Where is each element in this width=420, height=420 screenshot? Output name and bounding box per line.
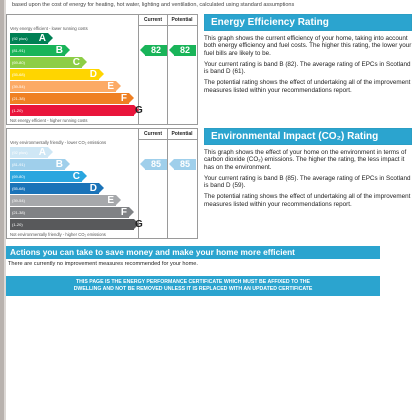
chart-caption-top: Very energy efficient - lower running costs: [10, 26, 88, 31]
band-notch: [116, 195, 121, 205]
band-letter: D: [89, 183, 97, 194]
rating-band-f: [10, 93, 129, 104]
band-notch: [48, 33, 53, 43]
band-range: (1-20): [12, 108, 23, 113]
environmental-impact-description: This graph shows the effect of your home on the environment in terms of carbon dioxide (CO₂) emissions. The higher the rating, the less impact it has on the environment.: [204, 149, 407, 171]
rating-band-d: [10, 183, 99, 194]
band-range: (55-68): [12, 72, 25, 77]
energy-efficiency-title: Energy Efficiency Rating: [204, 14, 412, 31]
band-letter: A: [38, 147, 46, 158]
band-range: (69-80): [12, 174, 25, 179]
arrow-point: [169, 45, 174, 55]
band-range: (39-54): [12, 198, 25, 203]
current-rating-arrow: [145, 159, 167, 170]
basis-text: based upon the cost of energy for heating, hot water, lighting and ventilation, calculated using standard assumptions: [12, 2, 295, 8]
environmental-impact-panel: [204, 128, 412, 208]
band-notch: [129, 207, 134, 217]
band-range: (81-91): [12, 48, 25, 53]
certificate-disclaimer: [6, 276, 380, 296]
actions-heading: Actions you can take to save money and make your home more efficient: [6, 246, 380, 259]
band-letter: B: [55, 45, 63, 56]
rating-band-d: [10, 69, 99, 80]
chart-caption-bottom: Not environmentally friendly - higher CO₂ emissions: [10, 232, 106, 237]
chart-caption-bottom: Not energy efficient - higher running costs: [10, 118, 88, 123]
band-range: (1-20): [12, 222, 23, 227]
band-letter: C: [72, 57, 80, 68]
rating-band-a: [10, 33, 48, 44]
band-notch: [116, 81, 121, 91]
rating-band-b: [10, 159, 65, 170]
band-letter: F: [120, 207, 127, 218]
current-rating-value: 82: [150, 45, 161, 55]
band-notch: [65, 45, 70, 55]
band-notch: [48, 147, 53, 157]
environmental-impact-current-rating: Your current rating is band B (85). The average rating of EPCs in Scotland is band D (59).: [204, 174, 411, 190]
band-letter: C: [72, 171, 80, 182]
potential-column-header: Potential: [171, 131, 193, 137]
rating-band-e: [10, 195, 116, 206]
chart-header-line: [138, 139, 197, 140]
current-column-header: Current: [143, 131, 163, 137]
band-notch: [82, 171, 87, 181]
rating-band-b: [10, 45, 65, 56]
potential-rating-value: 82: [179, 45, 190, 55]
band-letter: D: [89, 69, 97, 80]
band-range: (92 plus): [12, 150, 28, 155]
band-range: (81-91): [12, 162, 25, 167]
band-notch: [99, 183, 104, 193]
band-range: (92 plus): [12, 36, 28, 41]
disclaimer-line-2: DWELLING AND NOT BE REMOVED UNLESS IT IS REPLACED WITH AN UPDATED CERTIFICATE: [73, 286, 313, 292]
band-letter: B: [55, 159, 63, 170]
band-letter: E: [107, 81, 114, 92]
band-notch: [99, 69, 104, 79]
current-column-header: Current: [143, 17, 163, 23]
arrow-point: [169, 159, 174, 169]
rating-band-g: [10, 219, 143, 230]
band-letter: G: [135, 219, 143, 230]
band-range: (21-38): [12, 96, 25, 101]
band-range: (39-54): [12, 84, 25, 89]
band-letter: E: [107, 195, 114, 206]
rating-band-a: [10, 147, 48, 158]
chart-caption-top: Very environmentally friendly - lower CO₂ emissions: [10, 140, 107, 145]
band-notch: [82, 57, 87, 67]
potential-rating-arrow: [174, 159, 196, 170]
rating-band-c: [10, 171, 82, 182]
energy-efficiency-chart: [6, 14, 198, 125]
chart-divider: [167, 15, 168, 124]
potential-rating-value: 85: [179, 159, 190, 169]
band-notch: [129, 93, 134, 103]
current-rating-arrow: [145, 45, 167, 56]
band-letter: A: [38, 33, 46, 44]
environmental-impact-potential-rating: The potential rating shows the effect of undertaking all of the improvement measures listed within your recommendations report.: [204, 193, 411, 208]
rating-band-f: [10, 207, 129, 218]
band-letter: G: [135, 105, 143, 116]
potential-column-header: Potential: [171, 17, 193, 23]
energy-efficiency-potential-rating: The potential rating shows the effect of undertaking all of the improvement measures listed within your recommendations report.: [204, 79, 411, 94]
current-rating-value: 85: [150, 159, 161, 169]
band-range: (55-68): [12, 186, 25, 191]
rating-band-c: [10, 57, 82, 68]
band-range: (21-38): [12, 210, 25, 215]
no-improvements-note: There are currently no improvement measures recommended for your home.: [8, 261, 198, 267]
energy-efficiency-description: This graph shows the current efficiency of your home, taking into account both energy efficiency and fuel costs. The higher this rating, the lower your fuel bills are likely to be.: [204, 35, 412, 57]
band-letter: F: [120, 93, 127, 104]
arrow-point: [140, 45, 145, 55]
band-range: (69-80): [12, 60, 25, 65]
disclaimer-line-1: THIS PAGE IS THE ENERGY PERFORMANCE CERTIFICATE WHICH MUST BE AFFIXED TO THE: [75, 279, 311, 285]
energy-efficiency-current-rating: Your current rating is band B (82). The average rating of EPCs in Scotland is band D (61).: [204, 60, 411, 76]
arrow-point: [140, 159, 145, 169]
rating-band-e: [10, 81, 116, 92]
environmental-impact-title: Environmental Impact (CO₂) Rating: [204, 128, 412, 145]
rating-band-g: [10, 105, 143, 116]
chart-header-line: [138, 25, 197, 26]
energy-efficiency-panel: [204, 14, 412, 94]
band-notch: [65, 159, 70, 169]
chart-divider: [167, 129, 168, 238]
potential-rating-arrow: [174, 45, 196, 56]
environmental-impact-chart: [6, 128, 198, 239]
